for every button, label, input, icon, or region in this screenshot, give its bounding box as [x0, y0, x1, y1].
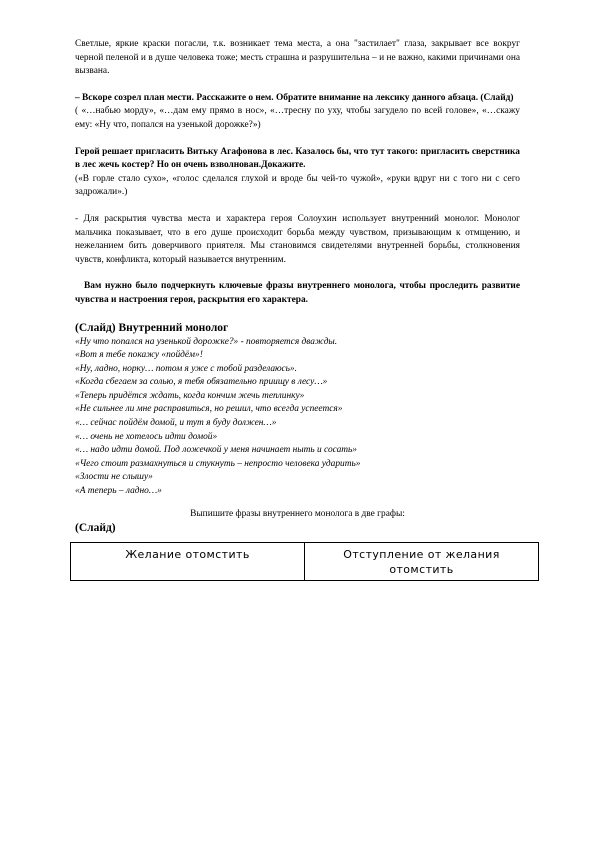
paragraph-key-phrases: Вам нужно было подчеркнуть ключевые фразы внутреннего монолога, чтобы проследить развитие чувства и настроения героя, раскрытия его характера.	[75, 281, 520, 305]
paragraph-revenge-plan	[75, 92, 520, 106]
monologue-line: «А теперь – ладно…»	[75, 486, 162, 497]
monologue-line: «Когда сбегаем за солью, я тебя обязательно приищу в лесу…»	[75, 377, 328, 388]
monologue-line: «Ну, ладно, норку… потом я уже с тобой разделаюсь».	[75, 363, 297, 374]
task-instruction: Выпишите фразы внутреннего монолога в две графы:	[190, 508, 405, 519]
paragraph-inner-monologue-explanation: - Для раскрытия чувства места и характера героя Солоухин использует внутренний монолог. Монолог мальчика показывает, что в его душе происходит борьба между чувством, призывающим к отмщению, и нежеланием бить доверчивого приятеля. Мы становимся свидетелями внутренней борьбы, столкновения чувств, конфликта, который называется внутренним.	[75, 213, 520, 265]
monologue-line: «Злости не слышу»	[75, 472, 153, 483]
document-page	[75, 38, 520, 581]
revenge-plan-question: – Вскоре созрел план мести. Расскажите о нем. Обратите внимание на лексику данного абзаца.	[75, 92, 479, 103]
monologue-line: «Теперь придётся ждать, когда кончим жечь теплинку»	[75, 390, 305, 401]
monologue-list	[75, 336, 520, 499]
monologue-line: «… надо идти домой. Под ложечкой у меня начинает ныть и сосать»	[75, 445, 357, 456]
slide-label: (Слайд)	[75, 522, 116, 535]
monologue-line: «Чего стоит размахнуться и стукнуть – непросто человека ударить»	[75, 458, 361, 469]
two-column-table	[70, 542, 539, 581]
paragraph-invitation: Герой решает пригласить Витьку Агафонова в лес. Казалось бы, что тут такого: пригласить сверстника в лес жечь костер? Но он очень взволнован.Докажите.	[75, 146, 520, 171]
monologue-line: «… очень не хотелось идти домой»	[75, 431, 218, 442]
monologue-line: «… сейчас пойдём домой, и тут я буду должен…»	[75, 418, 277, 429]
paragraph-excitement-quotes: («В горле стало сухо», «голос сделался глухой и вроде бы чей-то чужой», «руки вдруг ни с того ни с сего задрожали».)	[75, 173, 520, 198]
monologue-line: «Не сильнее ли мне расправиться, но решил, что всегда успеется»	[75, 404, 343, 415]
paragraph-plan-quotes: ( «…набью морду», «…дам ему прямо в нос», «…тресну по уху, чтобы загудело по всей голове», «…скажу ему: «Ну что, попался на узенькой дорожке?»)	[75, 106, 520, 130]
column-header-retreat: Отступление от желания отомстить	[305, 543, 539, 581]
monologue-line: «Ну что попался на узенькой дорожке?» - повторяется дважды.	[75, 336, 338, 347]
monologue-line: «Вот я тебе покажу «пойдём»!	[75, 350, 203, 361]
table-row	[71, 543, 539, 581]
monologue-heading: (Слайд) Внутренний монолог	[75, 321, 229, 334]
column-header-revenge: Желание отомстить	[71, 543, 305, 581]
slide-marker: (Слайд)	[478, 92, 514, 103]
paragraph-intro: Светлые, яркие краски погасли, т.к. возникает тема места, а она "застилает" глаза, закрывает все вокруг черной пеленой и в душе человека тоже; месть страшна и разрушительна – и не важно, какими причинами она вызвана.	[75, 39, 520, 77]
